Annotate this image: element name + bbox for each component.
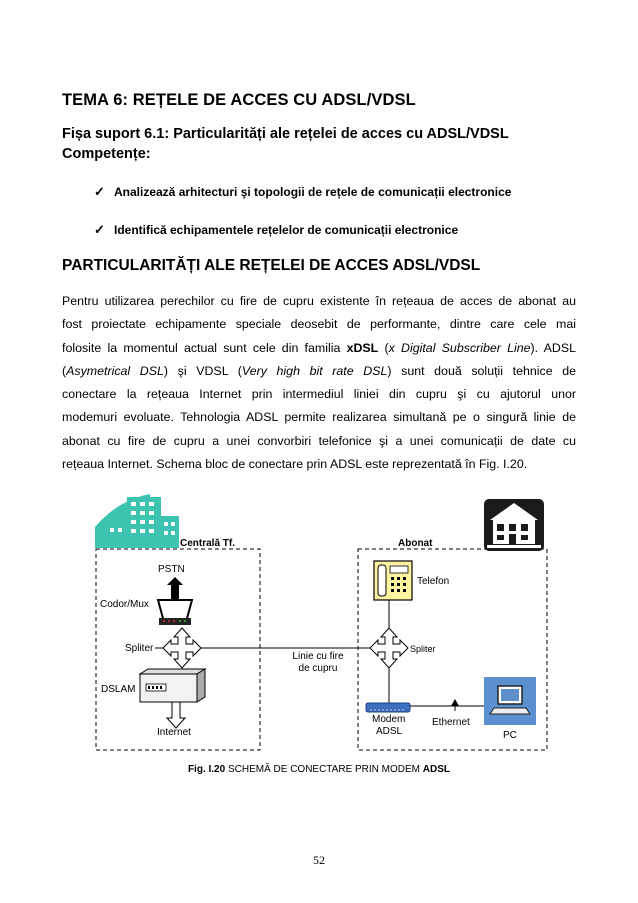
codor-mux-device [158,577,192,625]
spliter-left-icon [163,628,201,668]
modem-label-2: ADSL [376,726,403,737]
paragraph-line: modemuri evoluate. Tehnologia ADSL permite realizarea simultană pe o singură linie de [62,410,576,425]
competences-label: Competențe: [62,146,151,162]
paragraph-line: (Asymetrical DSL) şi VDSL (Very high bit rate DSL) sunt două soluții tehnice de [62,363,577,378]
modem-label-1: Modem [372,714,406,725]
spliter-left-label: Spliter [125,643,154,654]
spliter-right-label: Spliter [410,644,436,654]
internet-arrow [167,702,185,728]
pstn-label: PSTN [158,564,185,575]
copper-line-label-1: Linie cu fire [292,651,344,662]
checkmark-icon: ✓ [94,222,105,237]
codor-mux-label: Codor/Mux [100,599,149,610]
bullet-text: Analizează arhitecturi şi topologii de rețele de comunicații electronice [114,185,512,199]
modem-adsl-device [366,703,410,712]
telefon-label: Telefon [417,576,450,587]
page-number: 52 [313,853,325,867]
page-heading: TEMA 6: REȚELE DE ACCES CU ADSL/VDSL [62,91,416,109]
paragraph-line: conectare la rețeaua Internet prin intermediul liniei din cupru şi cu ajutorul unor [62,387,576,402]
bullet-text: Identifică echipamentele rețelelor de comunicații electronice [114,223,459,237]
central-office-label: Centrală Tf. [180,538,236,549]
section-title: PARTICULARITĂȚI ALE REȚELEI DE ACCES ADSL/VDSL [62,257,481,274]
checkmark-icon: ✓ [94,184,105,199]
building-icon [95,494,179,548]
paragraph-line: rețeaua Internet. Schema bloc de conectare prin ADSL este reprezentată în Fig. I.20. [62,457,528,472]
pc-label: PC [503,730,517,741]
paragraph-line: fost proiectate echipamente speciale deosebit de performante, dintre care cele mai [62,317,576,332]
subscriber-label: Abonat [398,538,433,549]
house-icon [484,499,544,551]
pc-icon [484,677,536,725]
dslam-label: DSLAM [101,684,136,695]
internet-label: Internet [157,727,191,738]
support-sheet-title: Fișa suport 6.1: Particularități ale rețelei de acces cu ADSL/VDSL [62,126,509,142]
paragraph-line: abonat cu fire de cupru a unei convorbiri telefonice şi a unei comunicații de date cu [62,433,576,448]
copper-line-label-2: de cupru [298,663,338,674]
spliter-right-icon [370,628,408,668]
dslam-device [140,669,205,702]
paragraph-line: Pentru utilizarea perechilor cu fire de cupru existente în rețeaua de acces de abonat au [62,294,576,308]
telephone-icon [374,561,412,628]
ethernet-label: Ethernet [432,717,470,728]
figure-caption: Fig. I.20 SCHEMĂ DE CONECTARE PRIN MODEM ADSL [187,764,451,775]
paragraph-line: folosite la momentul actual sunt cele din familia xDSL (x Digital Subscriber Line). ADSL [62,340,576,355]
